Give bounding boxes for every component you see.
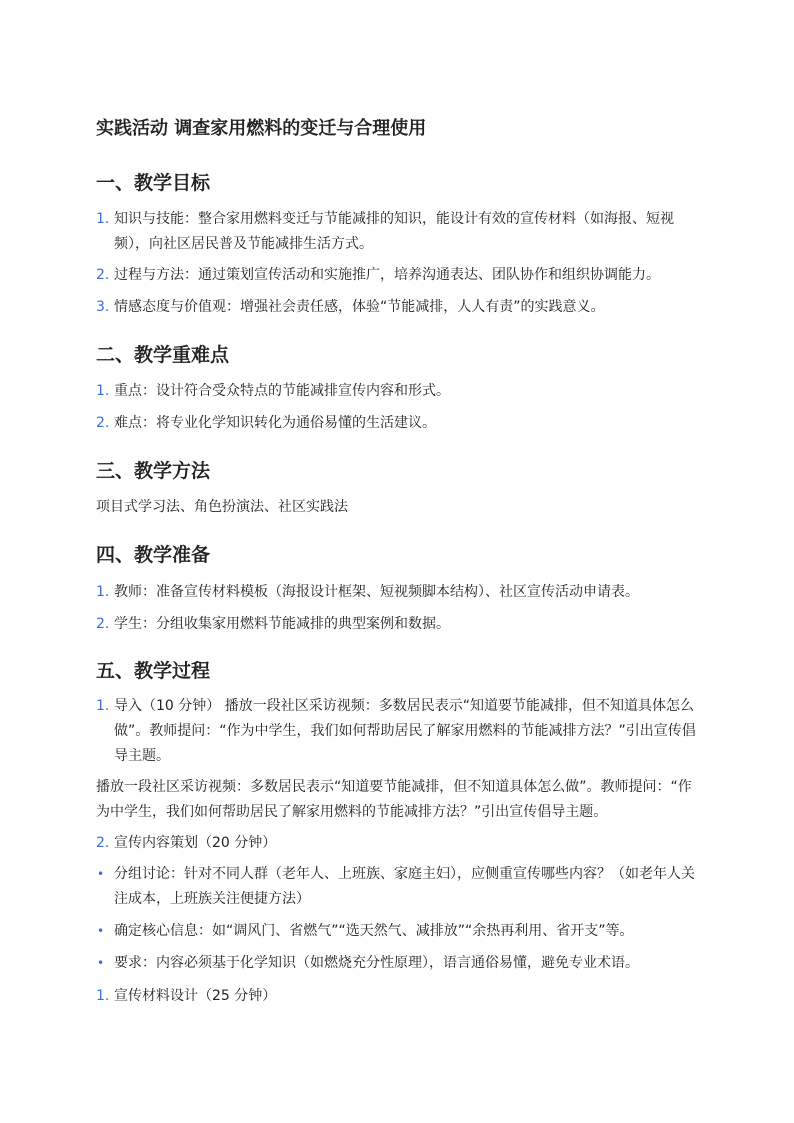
list-item — [96, 831, 700, 856]
heading-teaching-process: 五、教学过程 — [96, 660, 211, 682]
list-item — [96, 379, 700, 404]
bullet-item-text: 分组讨论：针对不同人群（老年人、上班族、家庭主妇），应侧重宣传哪些内容？（如老年人关注成本，上班族关注便捷方法） — [114, 866, 695, 907]
heading-teaching-goals: 一、教学目标 — [96, 172, 211, 194]
list-number: 1. — [96, 383, 110, 399]
bullet-item — [96, 862, 700, 912]
list-item-text: 宣传材料设计（25 分钟） — [114, 988, 277, 1004]
document-title: 实践活动 调查家用燃料的变迁与合理使用 — [96, 118, 427, 139]
heading-key-difficulties: 二、教学重难点 — [96, 344, 230, 366]
list-number: 2. — [96, 616, 110, 632]
heading-teaching-preparation: 四、教学准备 — [96, 544, 211, 566]
list-item-text: 知识与技能：整合家用燃料变迁与节能减排的知识，能设计有效的宣传材料（如海报、短视频），向社区居民普及节能减排生活方式。 — [114, 211, 674, 252]
list-item-text: 宣传内容策划（20 分钟） — [114, 835, 277, 851]
intro-paragraph: 播放一段社区采访视频：多数居民表示“知道要节能减排，但不知道具体怎么做”。教师提问：“作为中学生，我们如何帮助居民了解家用燃料的节能减排方法？”引出宣传倡导主题。 — [96, 779, 692, 820]
bullet-item — [96, 919, 700, 944]
list-number: 2. — [96, 267, 110, 283]
list-item — [96, 263, 700, 288]
list-number: 1. — [96, 211, 110, 227]
list-item-text: 难点：将专业化学知识转化为通俗易懂的生活建议。 — [114, 415, 436, 431]
list-item-text: 教师：准备宣传材料模板（海报设计框架、短视频脚本结构）、社区宣传活动申请表。 — [114, 584, 639, 600]
list-item-text: 导入（10 分钟） 播放一段社区采访视频：多数居民表示“知道要节能减排，但不知道具体怎么做”。教师提问：“作为中学生，我们如何帮助居民了解家用燃料的节能减排方法？”引出宣传倡导主题。 — [114, 698, 696, 764]
list-item — [96, 612, 700, 637]
list-item — [96, 580, 700, 605]
bullet-item-text: 要求：内容必须基于化学知识（如燃烧充分性原理），语言通俗易懂，避免专业术语。 — [114, 955, 639, 971]
list-item — [96, 984, 700, 1009]
list-item-text: 重点：设计符合受众特点的节能减排宣传内容和形式。 — [114, 383, 450, 399]
list-number: 3. — [96, 299, 110, 315]
list-number: 1. — [96, 698, 110, 714]
list-item-text: 学生：分组收集家用燃料节能减排的典型案例和数据。 — [114, 616, 450, 632]
list-number: 1. — [96, 988, 110, 1004]
list-item — [96, 295, 700, 320]
methods-text: 项目式学习法、角色扮演法、社区实践法 — [96, 499, 348, 515]
list-number: 2. — [96, 835, 110, 851]
list-item-text: 情感态度与价值观：增强社会责任感，体验“节能减排，人人有责”的实践意义。 — [114, 299, 605, 315]
list-number: 1. — [96, 584, 110, 600]
list-item — [96, 694, 700, 769]
list-number: 2. — [96, 415, 110, 431]
list-item-text: 过程与方法：通过策划宣传活动和实施推广，培养沟通表达、团队协作和组织协调能力。 — [114, 267, 660, 283]
list-item — [96, 207, 700, 257]
heading-teaching-methods: 三、教学方法 — [96, 460, 211, 482]
bullet-item — [96, 951, 700, 976]
list-item — [96, 411, 700, 436]
bullet-marker: • — [97, 867, 105, 881]
bullet-marker: • — [97, 956, 105, 970]
bullet-item-text: 确定核心信息：如“调风门、省燃气”“选天然气、减排放”“余热再利用、省开支”等。 — [114, 923, 634, 939]
bullet-marker: • — [97, 924, 105, 938]
